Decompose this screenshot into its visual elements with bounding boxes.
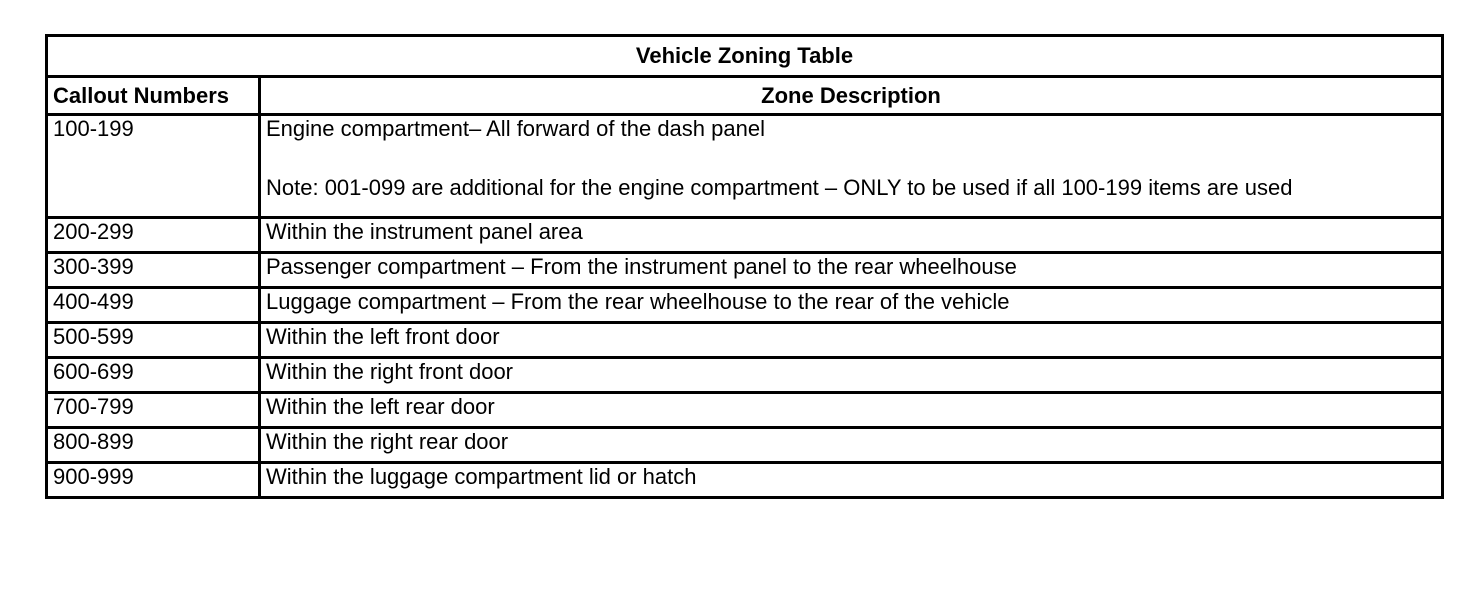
description-cell: Within the instrument panel area: [260, 218, 1443, 253]
callout-cell: 900-999: [47, 463, 260, 498]
description-note: Note: 001-099 are additional for the engine compartment – ONLY to be used if all 100-199 items are used: [266, 175, 1293, 201]
table-row: [47, 393, 1443, 428]
description-cell: Within the right rear door: [260, 428, 1443, 463]
table-header-row: [47, 77, 1443, 115]
callout-cell: 200-299: [47, 218, 260, 253]
table-row: [47, 218, 1443, 253]
header-zone-description: Zone Description: [260, 77, 1443, 115]
callout-cell: 700-799: [47, 393, 260, 428]
vehicle-zoning-table: [45, 34, 1444, 499]
table-title-row: [47, 36, 1443, 77]
table-row: [47, 358, 1443, 393]
description-cell: [260, 115, 1443, 218]
table-row: [47, 115, 1443, 218]
table-row: [47, 323, 1443, 358]
header-callout-numbers: Callout Numbers: [47, 77, 260, 115]
description-text: Engine compartment– All forward of the dash panel: [266, 116, 765, 141]
callout-cell: 100-199: [47, 115, 260, 218]
callout-cell: 500-599: [47, 323, 260, 358]
table-row: [47, 288, 1443, 323]
callout-cell: 400-499: [47, 288, 260, 323]
callout-cell: 300-399: [47, 253, 260, 288]
table-row: [47, 463, 1443, 498]
callout-cell: 800-899: [47, 428, 260, 463]
table-title: Vehicle Zoning Table: [47, 36, 1443, 77]
description-cell: Luggage compartment – From the rear wheelhouse to the rear of the vehicle: [260, 288, 1443, 323]
table-row: [47, 253, 1443, 288]
description-cell: Within the luggage compartment lid or hatch: [260, 463, 1443, 498]
description-cell: Within the right front door: [260, 358, 1443, 393]
callout-cell: 600-699: [47, 358, 260, 393]
description-cell: Passenger compartment – From the instrument panel to the rear wheelhouse: [260, 253, 1443, 288]
description-cell: Within the left front door: [260, 323, 1443, 358]
description-cell: Within the left rear door: [260, 393, 1443, 428]
table-row: [47, 428, 1443, 463]
